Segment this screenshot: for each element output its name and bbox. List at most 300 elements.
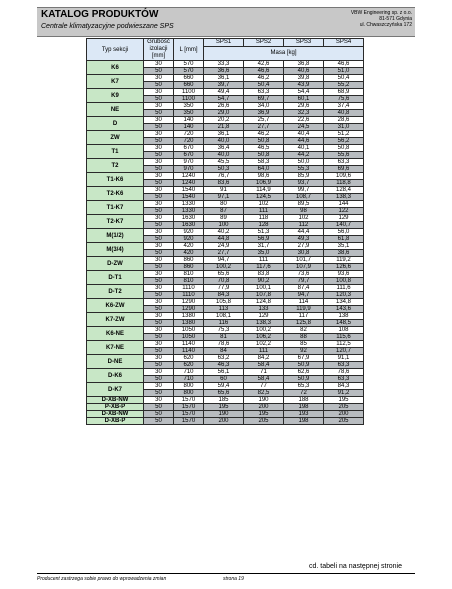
table-cell: 1290 (174, 306, 204, 313)
table-row (87, 299, 364, 306)
table-cell: 193 (284, 411, 324, 418)
table-cell: 106,2 (244, 334, 284, 341)
table-cell: 620 (174, 355, 204, 362)
table-cell: 69,7 (244, 96, 284, 103)
table-cell: 108 (324, 327, 364, 334)
table-row (87, 327, 364, 334)
table-cell: 58,4 (244, 362, 284, 369)
section-name: D-K6 (87, 369, 144, 383)
table-cell: 30 (144, 61, 174, 68)
table-cell: 94,7 (204, 257, 244, 264)
section-name: T1 (87, 145, 144, 159)
table-cell: 85,9 (284, 173, 324, 180)
section-name: M(3/4) (87, 243, 144, 257)
table-cell: 30 (144, 369, 174, 376)
table-cell: 94,7 (284, 292, 324, 299)
table-cell: 50 (144, 166, 174, 173)
table-cell: 860 (174, 257, 204, 264)
table-cell: 33,3 (204, 61, 244, 68)
table-cell: 143,6 (324, 306, 364, 313)
table-cell: 140 (174, 117, 204, 124)
table-cell: 50 (144, 82, 174, 89)
table-cell: 30 (144, 299, 174, 306)
table-cell: 100,2 (244, 327, 284, 334)
table-cell: 35,1 (324, 243, 364, 250)
table-cell: 30 (144, 285, 174, 292)
table-cell: 84,2 (244, 355, 284, 362)
table-cell: 64,0 (244, 166, 284, 173)
table-cell: 50,4 (324, 75, 364, 82)
table-cell: 40,2 (204, 229, 244, 236)
table-cell: 420 (174, 250, 204, 257)
table-cell: 32,3 (284, 110, 324, 117)
table-cell: 27,7 (244, 124, 284, 131)
col-header-insulation: Grubość izolacji [mm] (144, 39, 174, 61)
table-cell: 97,1 (204, 194, 244, 201)
table-cell: 63,2 (204, 355, 244, 362)
table-cell: 188 (284, 397, 324, 404)
table-cell: 1240 (174, 173, 204, 180)
table-cell: 570 (174, 61, 204, 68)
section-name: T2-K7 (87, 215, 144, 229)
table-cell: 50 (144, 418, 174, 425)
table-cell: 44,6 (284, 138, 324, 145)
table-cell: 670 (174, 145, 204, 152)
table-cell: 129 (244, 313, 284, 320)
section-name: D-T2 (87, 285, 144, 299)
table-cell: 51,0 (324, 68, 364, 75)
table-cell: 29,0 (204, 110, 244, 117)
table-cell: 77 (244, 383, 284, 390)
table-cell: 50,0 (284, 159, 324, 166)
table-cell: 71 (244, 369, 284, 376)
table-cell: 78,6 (324, 369, 364, 376)
table-cell: 102 (284, 215, 324, 222)
table-cell: 1380 (174, 313, 204, 320)
table-cell: 44,4 (284, 229, 324, 236)
table-cell: 51,3 (244, 229, 284, 236)
section-name: K6 (87, 61, 144, 75)
table-cell: 50 (144, 250, 174, 257)
table-cell: 109,6 (324, 173, 364, 180)
section-name: T1-K6 (87, 173, 144, 187)
table-cell: 54,7 (204, 96, 244, 103)
table-row (87, 243, 364, 250)
table-cell: 1540 (174, 194, 204, 201)
table-cell: 42,6 (244, 61, 284, 68)
table-cell: 50 (144, 110, 174, 117)
table-cell: 118 (244, 215, 284, 222)
table-cell: 63,3 (324, 376, 364, 383)
table-cell: 115,6 (324, 334, 364, 341)
table-cell: 800 (174, 390, 204, 397)
table-cell: 40,4 (284, 131, 324, 138)
table-cell: 87,4 (284, 285, 324, 292)
table-cell: 36,1 (204, 131, 244, 138)
table-cell: 84,3 (324, 383, 364, 390)
col-header-sps2: SPS2 (244, 39, 284, 47)
section-name: K6-ZW (87, 299, 144, 313)
page-number: strona 19 (223, 576, 244, 582)
table-cell: 124,8 (244, 299, 284, 306)
table-cell: 710 (174, 369, 204, 376)
table-cell: 46,2 (244, 131, 284, 138)
table-cell: 122 (324, 208, 364, 215)
table-cell: 1540 (174, 187, 204, 194)
table-cell: 79,7 (284, 278, 324, 285)
table-cell: 75,3 (204, 327, 244, 334)
table-cell: 198 (284, 404, 324, 411)
table-cell: 30 (144, 89, 174, 96)
table-cell: 30 (144, 257, 174, 264)
table-cell: 920 (174, 236, 204, 243)
table-row (87, 117, 364, 124)
table-cell: 93,7 (284, 180, 324, 187)
table-cell: 39,7 (204, 82, 244, 89)
table-cell: 56,2 (324, 138, 364, 145)
table-cell: 34,0 (244, 103, 284, 110)
table-cell: 102,2 (244, 341, 284, 348)
table-cell: 200 (324, 411, 364, 418)
col-header-sps3: SPS3 (284, 39, 324, 47)
footer-disclaimer: Producent zastrzega sobie prawo do wprowadzenia zmian (37, 576, 167, 582)
table-cell: 91,1 (324, 355, 364, 362)
table-cell: 113 (204, 306, 244, 313)
table-cell: 99,7 (284, 187, 324, 194)
table-cell: 51,2 (324, 131, 364, 138)
section-name: T2-K6 (87, 187, 144, 201)
table-cell: 78,6 (204, 341, 244, 348)
table-cell: 570 (174, 68, 204, 75)
section-name: D-XB-NW (87, 397, 144, 404)
table-cell: 43,9 (284, 82, 324, 89)
table-cell: 860 (174, 264, 204, 271)
table-cell: 93,6 (324, 271, 364, 278)
table-cell: 198 (284, 418, 324, 425)
table-cell: 40,0 (204, 152, 244, 159)
table-cell: 620 (174, 362, 204, 369)
section-name: K7 (87, 75, 144, 89)
table-cell: 111 (244, 348, 284, 355)
table-cell: 60 (204, 376, 244, 383)
table-cell: 30,8 (284, 250, 324, 257)
table-cell: 44,8 (204, 236, 244, 243)
table-cell: 50,3 (204, 166, 244, 173)
table-cell: 55,3 (284, 166, 324, 173)
table-cell: 44,2 (284, 152, 324, 159)
table-cell: 100 (204, 222, 244, 229)
section-name: T1-K7 (87, 201, 144, 215)
table-row (87, 257, 364, 264)
company-name: VBW Engineering sp. z o.o. (350, 10, 412, 16)
table-cell: 144 (324, 201, 364, 208)
table-cell: 31,7 (244, 243, 284, 250)
table-cell: 1570 (174, 418, 204, 425)
table-cell: 105,8 (204, 299, 244, 306)
table-cell: 117 (284, 313, 324, 320)
table-cell: 200 (204, 418, 244, 425)
section-name: D-T1 (87, 271, 144, 285)
table-row (87, 89, 364, 96)
col-header-sps1: SPS1 (204, 39, 244, 47)
table-cell: 82 (284, 327, 324, 334)
table-row (87, 355, 364, 362)
table-cell: 108,7 (284, 194, 324, 201)
table-cell: 67,9 (284, 355, 324, 362)
section-name: T2 (87, 159, 144, 173)
table-cell: 140,7 (324, 222, 364, 229)
table-cell: 140 (174, 124, 204, 131)
table-cell: 1050 (174, 334, 204, 341)
table-cell: 40,8 (324, 110, 364, 117)
table-cell: 1630 (174, 215, 204, 222)
table-cell: 1110 (174, 292, 204, 299)
section-name: D-NE (87, 355, 144, 369)
table-cell: 85 (284, 341, 324, 348)
table-cell: 98 (284, 208, 324, 215)
table-cell: 50 (144, 208, 174, 215)
table-cell: 50 (144, 194, 174, 201)
table-cell: 50 (144, 306, 174, 313)
table-cell: 63,3 (324, 362, 364, 369)
table-cell: 30 (144, 173, 174, 180)
section-name: K7-NE (87, 341, 144, 355)
col-header-section: Typ sekcji (87, 39, 144, 61)
table-cell: 98,6 (244, 173, 284, 180)
table-cell: 120,3 (324, 292, 364, 299)
table-cell: 30 (144, 327, 174, 334)
table-cell: 30 (144, 313, 174, 320)
table-cell: 50 (144, 292, 174, 299)
table-cell: 185 (204, 397, 244, 404)
table-cell: 660 (174, 82, 204, 89)
table-cell: 46,6 (324, 61, 364, 68)
table-row (87, 404, 364, 411)
table-cell: 1330 (174, 201, 204, 208)
table-cell: 1570 (174, 411, 204, 418)
table-cell: 190 (244, 397, 284, 404)
table-cell: 111 (244, 208, 284, 215)
table-cell: 50 (144, 180, 174, 187)
table-cell: 36,6 (204, 68, 244, 75)
table-cell: 40,0 (204, 138, 244, 145)
section-name: M(1/2) (87, 229, 144, 243)
table-cell: 77,9 (204, 285, 244, 292)
table-cell: 30 (144, 341, 174, 348)
table-cell: 50 (144, 404, 174, 411)
table-cell: 40,1 (284, 145, 324, 152)
table-cell: 1330 (174, 208, 204, 215)
table-cell: 117,6 (244, 264, 284, 271)
table-cell: 133 (244, 306, 284, 313)
table-row (87, 285, 364, 292)
table-cell: 1050 (174, 327, 204, 334)
table-cell: 129 (324, 215, 364, 222)
table-cell: 111,6 (324, 285, 364, 292)
table-cell: 89 (204, 215, 244, 222)
table-cell: 1110 (174, 285, 204, 292)
table-cell: 660 (174, 75, 204, 82)
table-cell: 50 (144, 152, 174, 159)
table-cell: 73,6 (284, 271, 324, 278)
table-cell: 108,1 (204, 313, 244, 320)
catalog-title: KATALOG PRODUKTÓW (41, 9, 159, 20)
table-cell: 55,2 (324, 82, 364, 89)
table-cell: 920 (174, 229, 204, 236)
table-cell: 107,8 (244, 292, 284, 299)
table-cell: 54,4 (284, 89, 324, 96)
table-row (87, 418, 364, 425)
table-cell: 72 (284, 390, 324, 397)
table-cell: 50 (144, 278, 174, 285)
table-cell: 120,7 (324, 348, 364, 355)
col-header-sps4: SPS4 (324, 39, 364, 47)
table-cell: 50 (144, 124, 174, 131)
table-cell: 670 (174, 152, 204, 159)
table-cell: 21,8 (204, 124, 244, 131)
table-cell: 89,5 (284, 201, 324, 208)
table-cell: 970 (174, 159, 204, 166)
table-cell: 87 (204, 208, 244, 215)
table-cell: 1380 (174, 320, 204, 327)
company-street: ul. Chwaszczyńska 172 (359, 22, 412, 28)
company-city: 81-571 Gdynia (379, 16, 412, 22)
table-cell: 80 (204, 201, 244, 208)
table-cell: 29,6 (284, 103, 324, 110)
table-cell: 68,9 (324, 89, 364, 96)
section-name: D-XB-P (87, 418, 144, 425)
table-cell: 50 (144, 334, 174, 341)
table-cell: 30 (144, 131, 174, 138)
table-cell: 107,9 (284, 264, 324, 271)
table-cell: 35,0 (244, 250, 284, 257)
table-cell: 126,6 (324, 264, 364, 271)
col-header-length: L [mm] (174, 39, 204, 61)
table-row (87, 173, 364, 180)
table-cell: 111 (244, 257, 284, 264)
catalog-header (37, 7, 415, 37)
table-row (87, 369, 364, 376)
table-cell: 24,9 (204, 243, 244, 250)
table-cell: 101,7 (284, 257, 324, 264)
table-cell: 63,3 (324, 159, 364, 166)
table-cell: 138,3 (244, 320, 284, 327)
table-cell: 58,4 (244, 376, 284, 383)
table-cell: 50 (144, 348, 174, 355)
table-row (87, 201, 364, 208)
section-name: D (87, 117, 144, 131)
table-cell: 1570 (174, 404, 204, 411)
table-cell: 27,7 (204, 250, 244, 257)
table-cell: 30 (144, 117, 174, 124)
table-cell: 195 (244, 411, 284, 418)
table-cell: 24,5 (284, 124, 324, 131)
table-cell: 30 (144, 159, 174, 166)
table-cell: 50 (144, 376, 174, 383)
table-cell: 195 (204, 404, 244, 411)
product-table (86, 38, 364, 425)
table-cell: 1240 (174, 180, 204, 187)
table-cell: 70,8 (204, 278, 244, 285)
table-cell: 46,5 (244, 145, 284, 152)
table-cell: 30 (144, 355, 174, 362)
table-cell: 30 (144, 383, 174, 390)
table-cell: 50 (144, 138, 174, 145)
table-cell: 30 (144, 187, 174, 194)
table-cell: 84 (204, 348, 244, 355)
table-row (87, 215, 364, 222)
section-name: NE (87, 103, 144, 117)
table-cell: 112 (284, 222, 324, 229)
table-row (87, 61, 364, 68)
table-cell: 190 (204, 411, 244, 418)
table-cell: 30 (144, 229, 174, 236)
table-cell: 20,2 (204, 117, 244, 124)
table-cell: 1290 (174, 299, 204, 306)
table-cell: 50 (144, 320, 174, 327)
table-cell: 38,6 (324, 250, 364, 257)
table-cell: 84,3 (204, 292, 244, 299)
table-cell: 1100 (174, 96, 204, 103)
table-cell: 61,8 (324, 236, 364, 243)
table-row (87, 271, 364, 278)
table-cell: 720 (174, 131, 204, 138)
table-cell: 50 (144, 236, 174, 243)
table-cell: 22,6 (284, 117, 324, 124)
table-cell: 50 (144, 68, 174, 75)
table-row (87, 187, 364, 194)
table-cell: 46,3 (204, 362, 244, 369)
table-cell: 82,5 (244, 390, 284, 397)
table-cell: 102 (244, 201, 284, 208)
table-cell: 56,0 (324, 229, 364, 236)
table-cell: 65,6 (204, 271, 244, 278)
section-name: P-XB-P (87, 404, 144, 411)
section-name: K9 (87, 89, 144, 103)
table-cell: 800 (174, 383, 204, 390)
table-cell: 36,1 (204, 75, 244, 82)
table-cell: 1140 (174, 341, 204, 348)
table-cell: 100,2 (204, 264, 244, 271)
table-cell: 195 (324, 397, 364, 404)
table-cell: 50 (144, 222, 174, 229)
table-cell: 205 (324, 418, 364, 425)
table-cell: 119,2 (324, 257, 364, 264)
table-cell: 45,5 (204, 159, 244, 166)
table-cell: 88 (284, 334, 324, 341)
table-cell: 30 (144, 243, 174, 250)
table-cell: 116 (204, 320, 244, 327)
table-row (87, 341, 364, 348)
continued-note: cd. tabeli na następnej stronie (309, 563, 403, 570)
table-cell: 810 (174, 271, 204, 278)
table-cell: 30 (144, 397, 174, 404)
table-row (87, 411, 364, 418)
table-row (87, 229, 364, 236)
table-cell: 205 (244, 418, 284, 425)
table-cell: 720 (174, 138, 204, 145)
table-cell: 40,6 (284, 68, 324, 75)
section-name: D-ZW (87, 257, 144, 271)
table-cell: 138 (324, 313, 364, 320)
table-row (87, 103, 364, 110)
table-cell: 30 (144, 271, 174, 278)
table-cell: 50 (144, 96, 174, 103)
table-cell: 125,8 (284, 320, 324, 327)
table-cell: 50 (144, 264, 174, 271)
table-cell: 90,2 (244, 278, 284, 285)
section-name: D-K7 (87, 383, 144, 397)
